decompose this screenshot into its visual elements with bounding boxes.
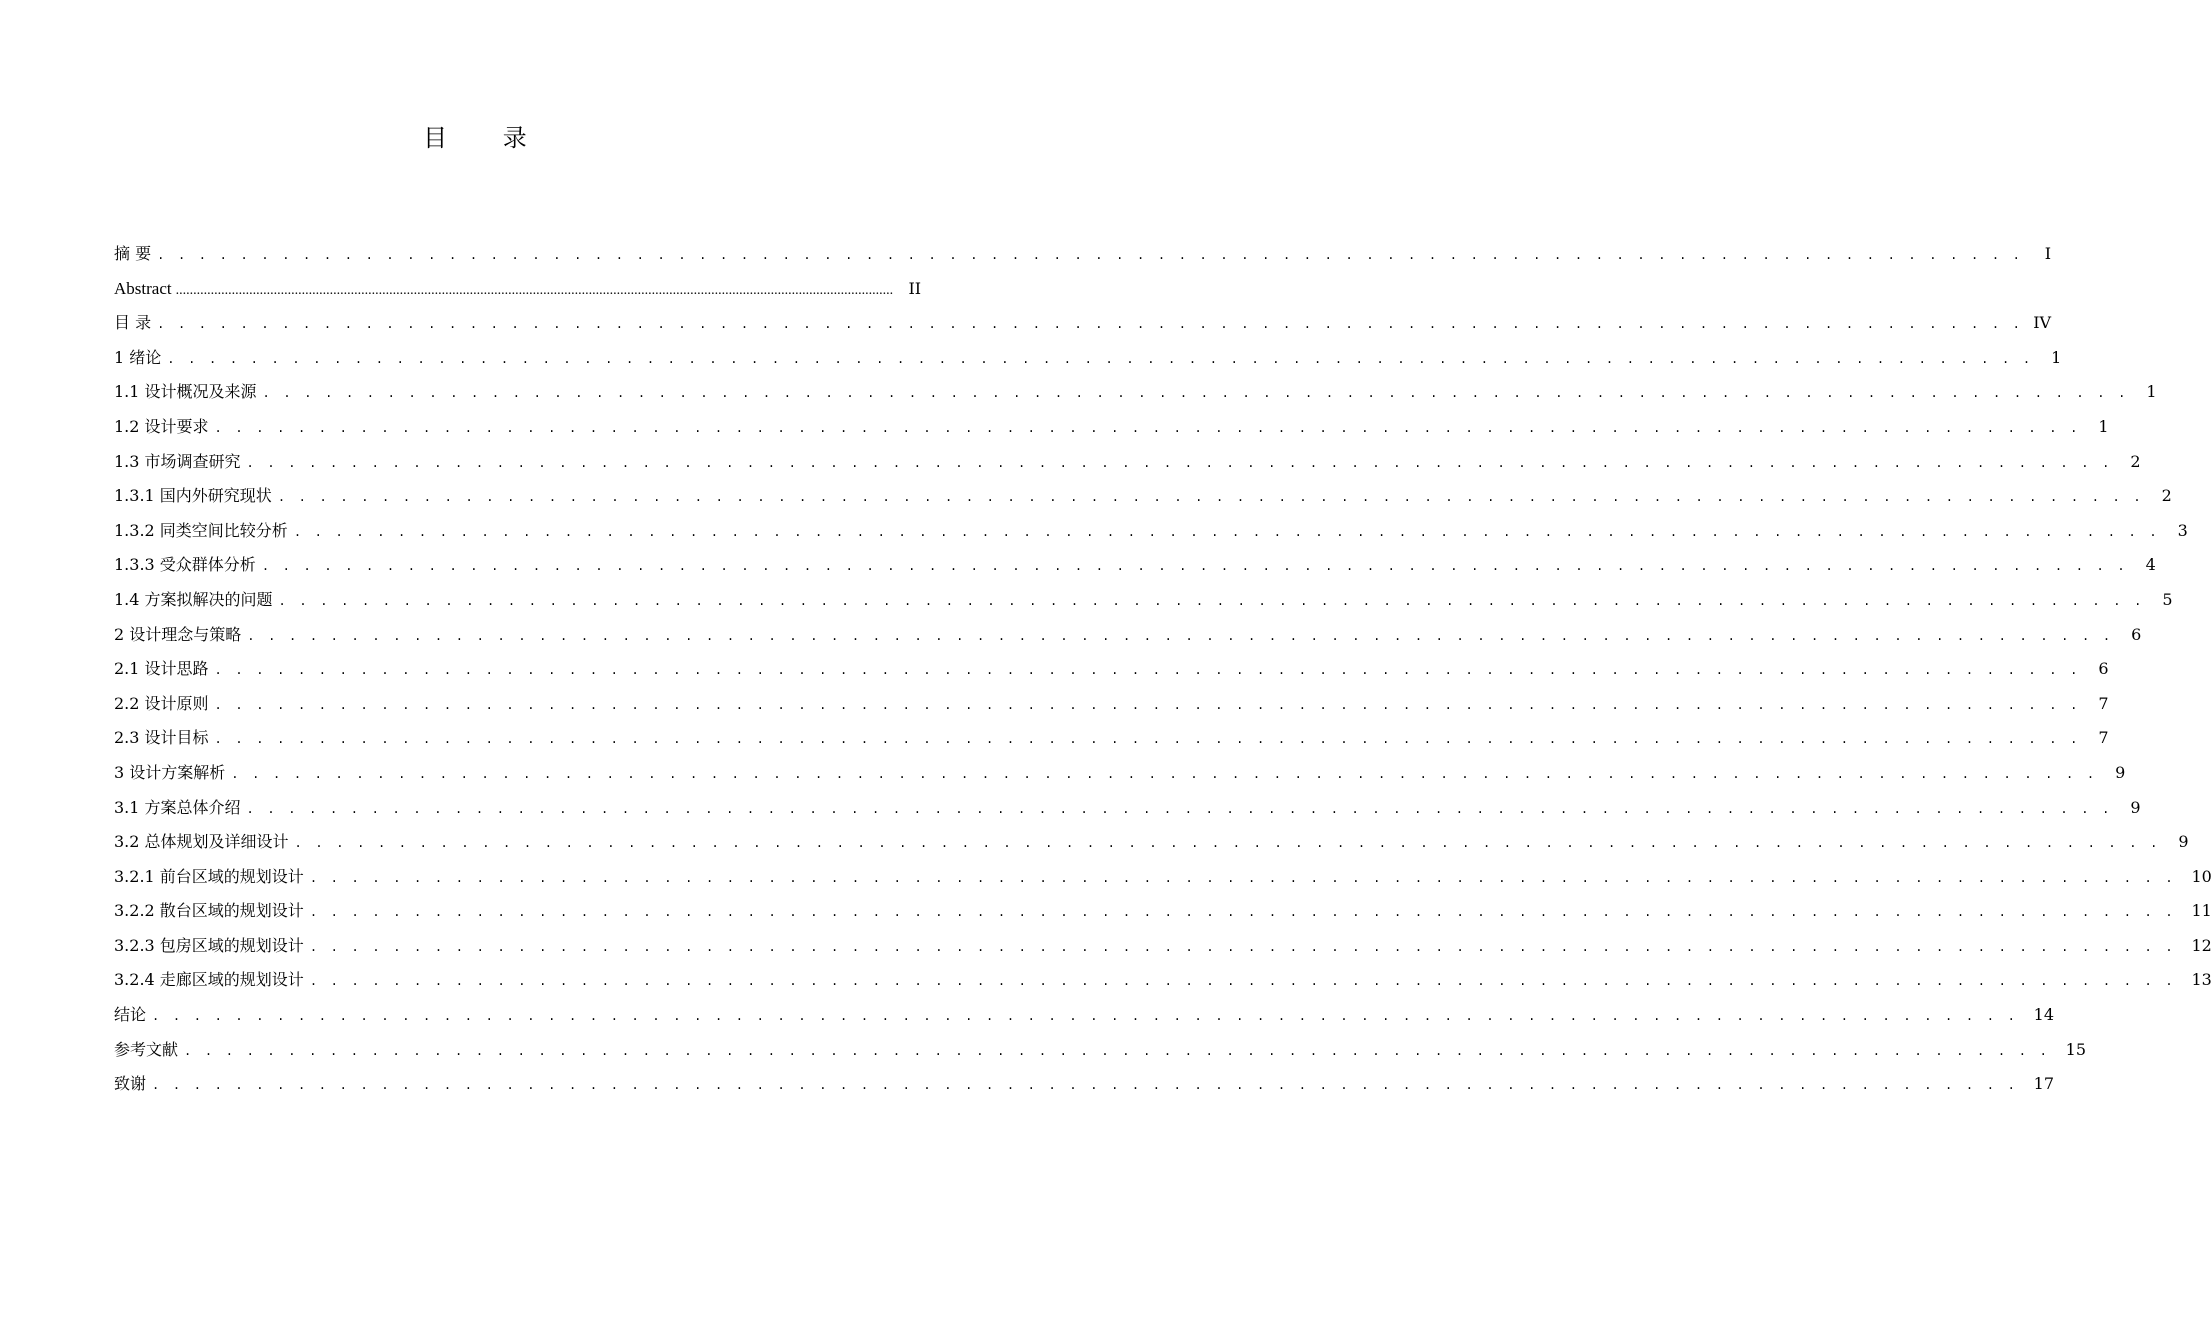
toc-entry-label: 结论	[114, 1005, 147, 1025]
toc-entry-page: 2	[2161, 486, 2172, 506]
toc-entry-page: 6	[2131, 624, 2142, 644]
toc-entry-acknowledgements[interactable]	[114, 1067, 2055, 1102]
toc-entry-label: 2.2 设计原则	[114, 693, 209, 713]
toc-leader-dots: . . . . . . . . . . . . . . . . . . . . . . . . . . . . . . . . . . . . . . . . . . . . . . . . . . . . . . . . . . . . . . . . . . . . . . . . . . . . . . . . . . . . . . . . . .	[231, 766, 2098, 781]
toc-entry-page: 12	[2191, 935, 2212, 955]
toc-entry-label: Abstract	[114, 278, 172, 298]
toc-leader-dots: . . . . . . . . . . . . . . . . . . . . . . . . . . . . . . . . . . . . . . . . . . . . . . . . . . . . . . . . . . . . . . . . . . . . . . . . . . . . . . . . . . . . . . . . . .	[246, 455, 2113, 470]
toc-entry-page: 4	[2145, 555, 2156, 575]
toc-entry-label: 3.2.2 散台区域的规划设计	[114, 901, 304, 921]
toc-entry-3-1[interactable]	[114, 791, 2141, 826]
toc-entry-2-2[interactable]	[114, 687, 2109, 722]
toc-entry-page: 9	[2130, 797, 2141, 817]
toc-leader-dots: . . . . . . . . . . . . . . . . . . . . . . . . . . . . . . . . . . . . . . . . . . . . . . . . . . . . . . . . . . . . . . . . . . . . . . . . . . . . . . . . . . . . . . . . . .	[309, 870, 2176, 885]
toc-leader-dots: . . . . . . . . . . . . . . . . . . . . . . . . . . . . . . . . . . . . . . . . . . . . . . . . . . . . . . . . . . . . . . . . . . . . . . . . . . . . . . . . . . . . . . . . . .	[152, 1009, 2019, 1024]
toc-leader-dots: . . . . . . . . . . . . . . . . . . . . . . . . . . . . . . . . . . . . . . . . . . . . . . . . . . . . . . . . . . . . . . . . . . . . . . . . . . . . . . . . . . . . . . . . . .	[278, 593, 2145, 608]
toc-entry-page: 11	[2191, 901, 2212, 921]
toc-entry-label: 2 设计理念与策略	[114, 624, 242, 644]
page-title: 目 录	[423, 124, 551, 152]
toc-entry-abstract-cn[interactable]	[114, 237, 2052, 272]
toc-leader-dots: . . . . . . . . . . . . . . . . . . . . . . . . . . . . . . . . . . . . . . . . . . . . . . . . . . . . . . . . . . . . . . . . . . . . . . . . . . . . . . . . . . . . . . . . . .	[261, 559, 2128, 574]
toc-leader-dots: . . . . . . . . . . . . . . . . . . . . . . . . . . . . . . . . . . . . . . . . . . . . . . . . . . . . . . . . . . . . . . . . . . . . . . . . . . . . . . . . . . . . . . . . . .	[214, 420, 2081, 435]
toc-leader-dots: . . . . . . . . . . . . . . . . . . . . . . . . . . . . . . . . . . . . . . . . . . . . . . . . . . . . . . . . . . . . . . . . . . . . . . . . . . . . . . . . . . . . . . . . . .	[167, 351, 2034, 366]
toc-leader-dots: . . . . . . . . . . . . . . . . . . . . . . . . . . . . . . . . . . . . . . . . . . . . . . . . . . . . . . . . . . . . . . . . . . . . . . . . . . . . . . . . . . . . . . . . . .	[309, 974, 2176, 989]
toc-entry-label: 3.2.3 包房区域的规划设计	[114, 935, 304, 955]
toc-entry-contents[interactable]	[114, 306, 2052, 341]
toc-leader-dots: . . . . . . . . . . . . . . . . . . . . . . . . . . . . . . . . . . . . . . . . . . . . . . . . . . . . . . . . . . . . . . . . . . . . . . . . . . . . . . . . . . . . . . . . . .	[214, 732, 2081, 747]
toc-entry-label: 3 设计方案解析	[114, 762, 226, 782]
toc-entry-label: 1.3.3 受众群体分析	[114, 555, 256, 575]
toc-entry-page: 13	[2191, 970, 2212, 990]
toc-entry-1-2[interactable]	[114, 410, 2109, 445]
toc-entry-2-1[interactable]	[114, 652, 2109, 687]
toc-entry-label: 3.2 总体规划及详细设计	[114, 832, 289, 852]
toc-entry-1-4[interactable]	[114, 583, 2173, 618]
toc-entry-label: 3.2.1 前台区域的规划设计	[114, 866, 304, 886]
toc-leader-dots: . . . . . . . . . . . . . . . . . . . . . . . . . . . . . . . . . . . . . . . . . . . . . . . . . . . . . . . . . . . . . . . . . . . . . . . . . . . . . . . . . . . . . . . . . .	[262, 386, 2129, 401]
toc-entry-1-3-1[interactable]	[114, 479, 2172, 514]
toc-entry-label: 2.1 设计思路	[114, 659, 209, 679]
toc-entry-page: 15	[2065, 1039, 2087, 1059]
toc-leader-dots: . . . . . . . . . . . . . . . . . . . . . . . . . . . . . . . . . . . . . . . . . . . . . . . . . . . . . . . . . . . . . . . . . . . . . . . . . . . . . . . . . . . . . . . . . .	[309, 905, 2176, 920]
table-of-contents	[114, 237, 2212, 1102]
toc-entry-1-3[interactable]	[114, 445, 2141, 480]
toc-entry-label: 1 绪论	[114, 347, 162, 367]
toc-leader-dots: . . . . . . . . . . . . . . . . . . . . . . . . . . . . . . . . . . . . . . . . . . . . . . . . . . . . . . . . . . . . . . . . . . . . . . . . . . . . . . . . . . . . . . . . . .	[247, 628, 2114, 643]
toc-leader-dots: . . . . . . . . . . . . . . . . . . . . . . . . . . . . . . . . . . . . . . . . . . . . . . . . . . . . . . . . . . . . . . . . . . . . . . . . . . . . . . . . . . . . . . . . . .	[157, 248, 2024, 262]
toc-entry-3-2[interactable]	[114, 825, 2189, 860]
toc-entry-page: 1	[2051, 347, 2062, 367]
toc-entry-abstract-en[interactable]	[114, 272, 922, 307]
toc-entry-chapter-1[interactable]	[114, 341, 2062, 376]
toc-entry-chapter-3[interactable]	[114, 756, 2126, 791]
toc-entry-page: II	[908, 278, 922, 298]
toc-entry-chapter-2[interactable]	[114, 618, 2142, 653]
toc-entry-page: 14	[2033, 1005, 2055, 1025]
toc-entry-label: 致谢	[114, 1074, 147, 1094]
toc-entry-page: 6	[2098, 659, 2109, 679]
toc-entry-2-3[interactable]	[114, 721, 2109, 756]
toc-entry-label: 3.1 方案总体介绍	[114, 797, 241, 817]
toc-entry-references[interactable]	[114, 1033, 2087, 1068]
toc-entry-1-3-2[interactable]	[114, 514, 2188, 549]
toc-entry-label: 2.3 设计目标	[114, 728, 209, 748]
toc-leader-dots: . . . . . . . . . . . . . . . . . . . . . . . . . . . . . . . . . . . . . . . . . . . . . . . . . . . . . . . . . . . . . . . . . . . . . . . . . . . . . . . . . . . . . . . . . .	[293, 524, 2160, 539]
toc-leader-dots: . . . . . . . . . . . . . . . . . . . . . . . . . . . . . . . . . . . . . . . . . . . . . . . . . . . . . . . . . . . . . . . . . . . . . . . . . . . . . . . . . . . . . . . . . .	[152, 1078, 2019, 1093]
toc-leader-dots: . . . . . . . . . . . . . . . . . . . . . . . . . . . . . . . . . . . . . . . . . . . . . . . . . . . . . . . . . . . . . . . . . . . . . . . . . . . . . . . . . . . . . . . . . .	[157, 317, 2024, 332]
toc-entry-label: 1.3.2 同类空间比较分析	[114, 520, 288, 540]
toc-entry-page: 2	[2130, 451, 2141, 471]
toc-entry-1-1[interactable]	[114, 375, 2157, 410]
toc-entry-label: 摘 要	[114, 244, 152, 263]
toc-leader-dots: . . . . . . . . . . . . . . . . . . . . . . . . . . . . . . . . . . . . . . . . . . . . . . . . . . . . . . . . . . . . . . . . . . . . . . . . . . . . . . . . . . . . . . . . . .	[246, 801, 2113, 816]
toc-entry-label: 1.1 设计概况及来源	[114, 382, 257, 402]
toc-entry-label: 1.3.1 国内外研究现状	[114, 486, 272, 506]
toc-entry-3-2-4[interactable]	[114, 963, 2212, 998]
toc-entry-3-2-3[interactable]	[114, 929, 2212, 964]
toc-leader-dots: .............................................................................................................................................................................................................	[175, 282, 894, 298]
toc-entry-label: 3.2.4 走廊区域的规划设计	[114, 970, 304, 990]
toc-leader-dots: . . . . . . . . . . . . . . . . . . . . . . . . . . . . . . . . . . . . . . . . . . . . . . . . . . . . . . . . . . . . . . . . . . . . . . . . . . . . . . . . . . . . . . . . . .	[214, 663, 2081, 678]
toc-entry-page: 7	[2098, 693, 2109, 713]
toc-entry-page: 1	[2098, 416, 2109, 436]
toc-entry-page: 9	[2115, 762, 2126, 782]
toc-entry-page: 10	[2191, 866, 2212, 886]
toc-entry-label: 1.3 市场调查研究	[114, 451, 241, 471]
toc-entry-3-2-1[interactable]	[114, 860, 2212, 895]
toc-entry-page: 17	[2033, 1074, 2055, 1094]
toc-leader-dots: . . . . . . . . . . . . . . . . . . . . . . . . . . . . . . . . . . . . . . . . . . . . . . . . . . . . . . . . . . . . . . . . . . . . . . . . . . . . . . . . . . . . . . . . . .	[184, 1043, 2051, 1058]
toc-leader-dots: . . . . . . . . . . . . . . . . . . . . . . . . . . . . . . . . . . . . . . . . . . . . . . . . . . . . . . . . . . . . . . . . . . . . . . . . . . . . . . . . . . . . . . . . . .	[214, 697, 2081, 712]
toc-entry-label: 参考文献	[114, 1039, 179, 1059]
toc-entry-1-3-3[interactable]	[114, 548, 2156, 583]
toc-leader-dots: . . . . . . . . . . . . . . . . . . . . . . . . . . . . . . . . . . . . . . . . . . . . . . . . . . . . . . . . . . . . . . . . . . . . . . . . . . . . . . . . . . . . . . . . . .	[309, 939, 2176, 954]
toc-leader-dots: . . . . . . . . . . . . . . . . . . . . . . . . . . . . . . . . . . . . . . . . . . . . . . . . . . . . . . . . . . . . . . . . . . . . . . . . . . . . . . . . . . . . . . . . . .	[294, 836, 2161, 851]
toc-entry-conclusion[interactable]	[114, 998, 2055, 1033]
toc-entry-page: IV	[2033, 313, 2052, 333]
toc-entry-page: 5	[2162, 589, 2173, 609]
toc-entry-3-2-2[interactable]	[114, 894, 2212, 929]
toc-entry-label: 1.2 设计要求	[114, 416, 209, 436]
toc-entry-page: 9	[2178, 832, 2189, 852]
toc-entry-label: 1.4 方案拟解决的问题	[114, 589, 273, 609]
toc-entry-page: 7	[2098, 728, 2109, 748]
toc-leader-dots: . . . . . . . . . . . . . . . . . . . . . . . . . . . . . . . . . . . . . . . . . . . . . . . . . . . . . . . . . . . . . . . . . . . . . . . . . . . . . . . . . . . . . . . . . .	[277, 490, 2144, 505]
toc-entry-label: 目 录	[114, 313, 152, 333]
toc-entry-page: 1	[2146, 382, 2157, 402]
toc-entry-page: I	[2044, 244, 2052, 263]
toc-entry-page: 3	[2177, 520, 2188, 540]
